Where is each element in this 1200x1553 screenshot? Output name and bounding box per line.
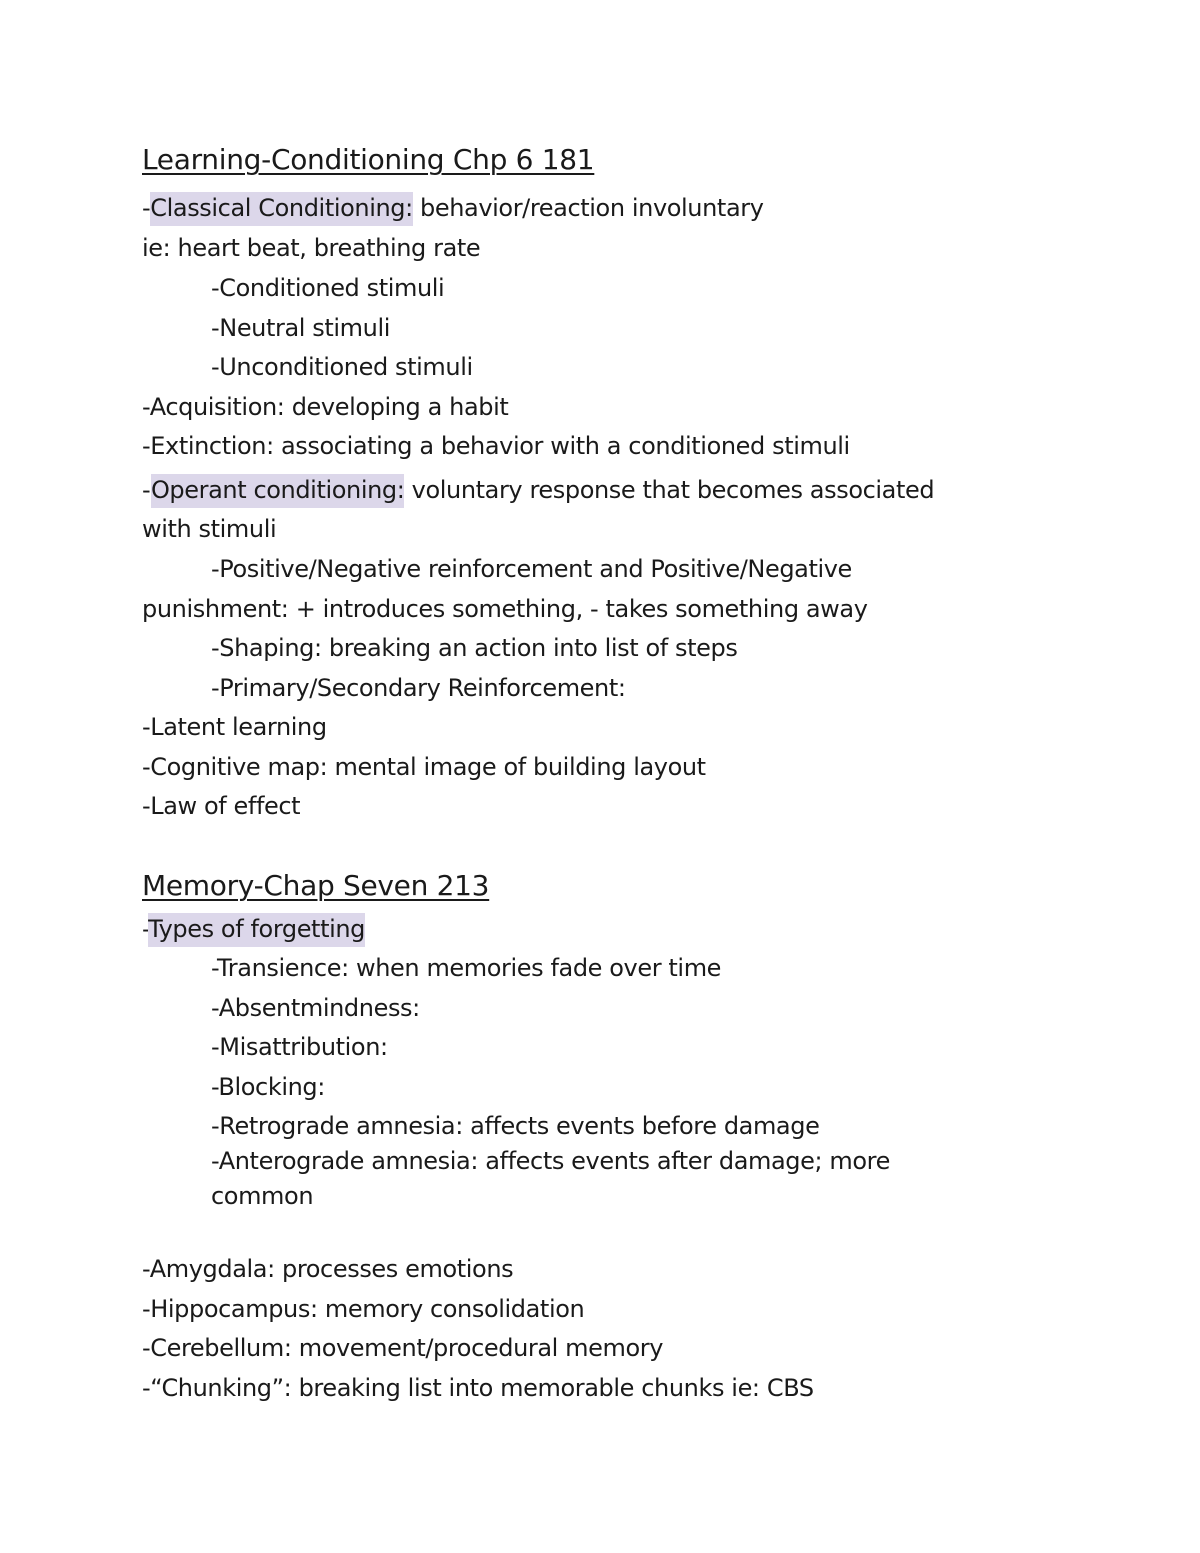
operant-conditioning-term: Operant conditioning: <box>151 474 404 508</box>
latent-learning-line: -Latent learning <box>142 713 327 741</box>
cognitive-map-line: -Cognitive map: mental image of building layout <box>142 753 706 781</box>
stimuli-item: -Unconditioned stimuli <box>211 353 473 381</box>
types-of-forgetting-term: Types of forgetting <box>148 913 365 947</box>
law-of-effect-line: -Law of effect <box>142 792 301 820</box>
stimuli-item: -Conditioned stimuli <box>211 274 445 302</box>
dash: - <box>142 915 149 943</box>
operant-conditioning-line <box>142 475 934 505</box>
classical-conditioning-line <box>142 193 764 223</box>
example-line: ie: heart beat, breathing rate <box>142 234 481 262</box>
brain-region-item: -Amygdala: processes emotions <box>142 1255 514 1283</box>
memory-heading: Memory-Chap Seven 213 <box>142 869 490 902</box>
types-of-forgetting-line <box>142 914 365 944</box>
anterograde-continuation: common <box>211 1182 314 1210</box>
forgetting-type-item: -Transience: when memories fade over time <box>211 954 722 982</box>
operant-conditioning-definition: voluntary response that becomes associated <box>404 476 935 504</box>
punishment-line: punishment: + introduces something, - takes something away <box>142 595 868 623</box>
primary-secondary-line: -Primary/Secondary Reinforcement: <box>211 674 626 702</box>
stimuli-item: -Neutral stimuli <box>211 314 390 342</box>
forgetting-type-item: -Absentmindness: <box>211 994 420 1022</box>
forgetting-type-item: -Anterograde amnesia: affects events after damage; more <box>211 1147 890 1175</box>
brain-region-item: -Hippocampus: memory consolidation <box>142 1295 585 1323</box>
learning-heading: Learning-Conditioning Chp 6 181 <box>142 143 595 176</box>
extinction-line: -Extinction: associating a behavior with a conditioned stimuli <box>142 432 850 460</box>
forgetting-type-item: -Retrograde amnesia: affects events before damage <box>211 1112 820 1140</box>
classical-conditioning-definition: behavior/reaction involuntary <box>412 194 764 222</box>
chunking-item: -“Chunking”: breaking list into memorable chunks ie: CBS <box>142 1374 814 1402</box>
forgetting-type-item: -Misattribution: <box>211 1033 388 1061</box>
operant-continuation: with stimuli <box>142 515 277 543</box>
acquisition-line: -Acquisition: developing a habit <box>142 393 509 421</box>
classical-conditioning-term: Classical Conditioning: <box>150 192 413 226</box>
brain-region-item: -Cerebellum: movement/procedural memory <box>142 1334 664 1362</box>
shaping-line: -Shaping: breaking an action into list of steps <box>211 634 738 662</box>
forgetting-type-item: -Blocking: <box>211 1073 325 1101</box>
dash: - <box>142 194 151 222</box>
dash: - <box>142 476 151 504</box>
reinforcement-line: -Positive/Negative reinforcement and Positive/Negative <box>211 555 852 583</box>
